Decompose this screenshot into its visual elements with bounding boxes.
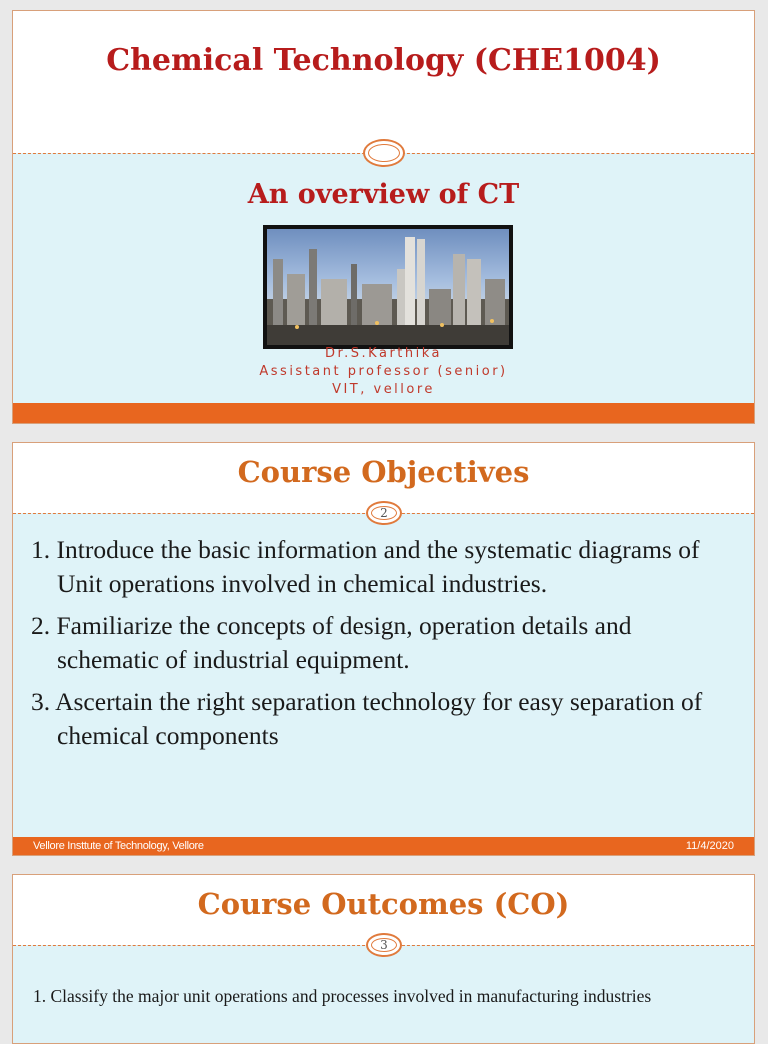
presentation-subtitle: An overview of CT — [247, 179, 520, 210]
page-number: 3 — [380, 938, 388, 952]
page-number-badge — [366, 501, 402, 525]
page-number: 2 — [380, 506, 388, 520]
list-item: 1. Introduce the basic information and the systematic diagrams of Unit operations involved in chemical industries. — [31, 535, 700, 598]
plant-illustration — [267, 229, 509, 345]
slide-title: Course Outcomes (CO) — [197, 887, 570, 921]
list-item: 3. Ascertain the right separation technology for easy separation of chemical components — [31, 687, 703, 750]
slide-footer — [13, 837, 754, 855]
slide-course-objectives — [12, 442, 755, 856]
slide-title — [12, 10, 755, 424]
footer-date: 11/4/2020 — [685, 840, 734, 852]
page-number-badge — [366, 933, 402, 957]
divider-ornament — [363, 139, 405, 167]
slide-title: Course Objectives — [237, 455, 530, 489]
slide-bottom-bar — [13, 403, 754, 423]
author-name: Dr.S.Karthika — [325, 346, 442, 361]
slide-header-area — [13, 11, 754, 153]
author-designation: Assistant professor (senior) — [259, 364, 508, 379]
author-institution: VIT, vellore — [332, 382, 435, 397]
course-title: Chemical Technology (CHE1004) — [106, 43, 661, 78]
chemical-plant-image — [263, 225, 513, 349]
list-item: 1. Classify the major unit operations and processes involved in manufacturing industries — [33, 986, 652, 1006]
objectives-list — [31, 533, 734, 761]
list-item: 2. Familiarize the concepts of design, operation details and schematic of industrial equipment. — [31, 611, 632, 674]
slide-course-outcomes — [12, 874, 755, 1044]
footer-institution: Vellore Insttute of Technology, Vellore — [33, 840, 204, 852]
outcomes-list — [33, 987, 734, 1006]
